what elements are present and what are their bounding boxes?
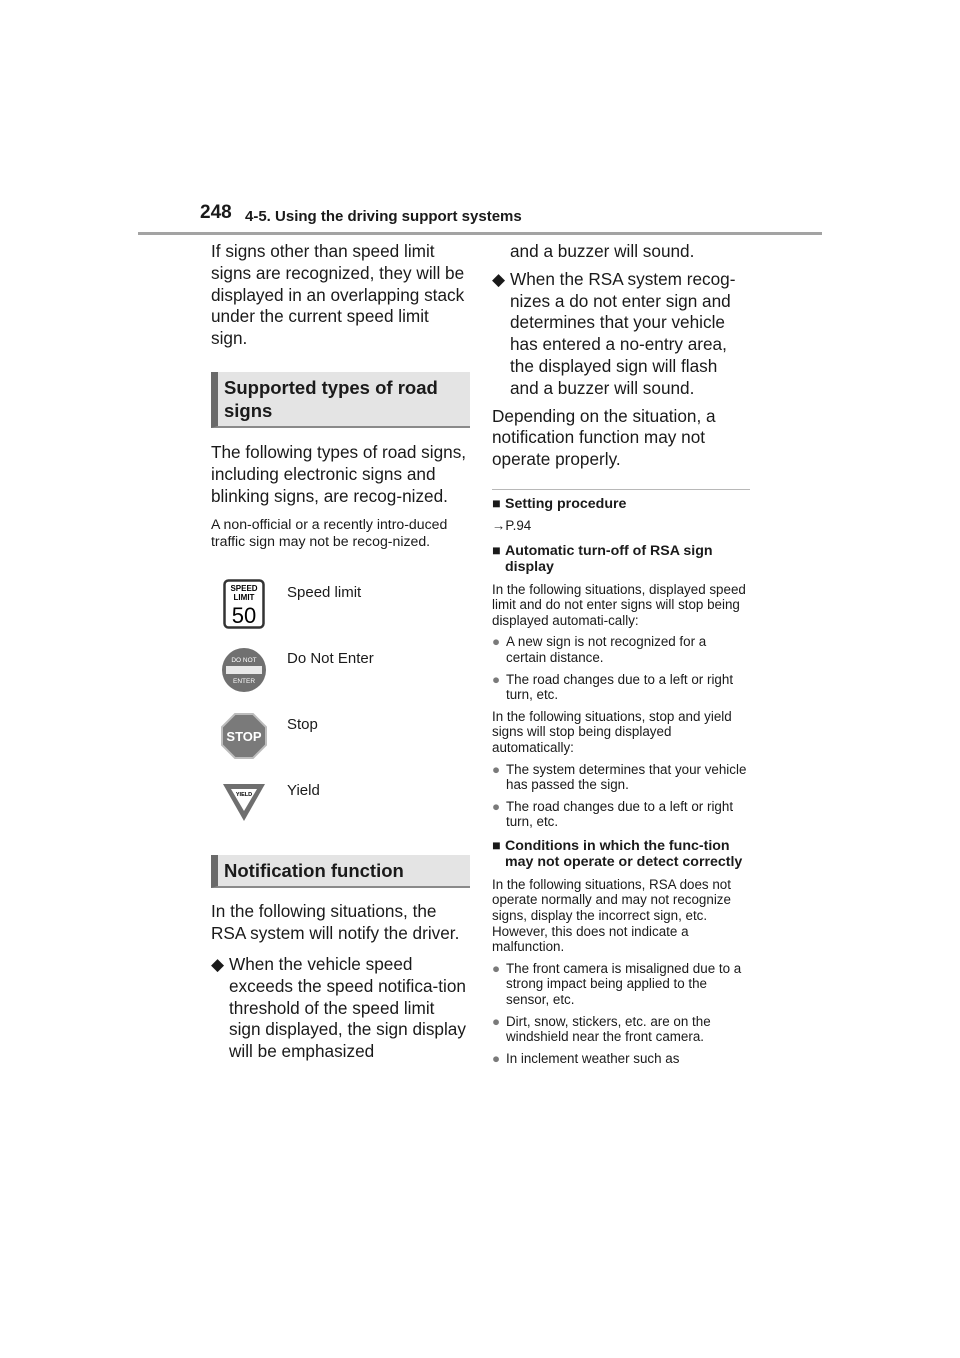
bullet-text: When the RSA system recog-nizes a do not enter sign and determines that your vehicle has entered a no-entry area, the displayed sign will flash and a buzzer will sound.	[510, 268, 736, 398]
list-item	[492, 1014, 750, 1045]
left-column	[211, 240, 469, 1063]
sign-label: Yield	[287, 782, 320, 800]
subheading-text: Setting procedure	[505, 495, 627, 512]
list-item-text: A new sign is not recognized for a certain distance.	[506, 634, 707, 665]
bullet-circle-icon: ●	[492, 1050, 501, 1066]
sign-row-speed-limit	[211, 579, 469, 645]
chapter-title: 4-5. Using the driving support systems	[245, 208, 522, 225]
bullet-circle-icon: ●	[492, 671, 501, 687]
stop-sign-icon	[219, 711, 269, 761]
section-heading-notification: Notification function	[211, 855, 470, 888]
speed-limit-glyph-num: 50	[231, 603, 257, 629]
sign-label: Stop	[287, 716, 318, 734]
subheading-setting-procedure	[492, 496, 750, 512]
notification-bullet-speed	[211, 954, 469, 1063]
bullet-text: When the vehicle speed exceeds the speed notifica-tion threshold of the speed limit sign displayed, the sign display will be emphasized	[229, 953, 466, 1062]
section-heading-supported-signs: Supported types of road signs	[211, 372, 470, 428]
bullet-diamond-icon: ◆	[492, 268, 506, 289]
setting-procedure-ref	[492, 518, 750, 534]
section-divider	[492, 489, 750, 490]
list-item	[492, 634, 750, 665]
yield-sign-icon	[219, 777, 269, 827]
list-item-text: The system determines that your vehicle has passed the sign.	[506, 761, 747, 793]
auto-turn-off-intro-2: In the following situations, stop and yield signs will stop being displayed automatically:	[492, 708, 732, 755]
list-item-text: The road changes due to a left or right turn, etc.	[506, 798, 734, 830]
intro-paragraph: If signs other than speed limit signs are recognized, they will be displayed in an overlapping stack under the current speed limit sign.	[211, 241, 465, 349]
supported-signs-note: A non-official or a recently intro-duced traffic sign may not be recog-nized.	[211, 516, 448, 549]
bullet-diamond-icon: ◆	[211, 953, 225, 974]
square-bullet-icon: ■	[492, 542, 501, 559]
stop-glyph: STOP	[226, 729, 262, 745]
notification-caveat: Depending on the situation, a notification function may not operate properly.	[492, 405, 716, 470]
conditions-intro: In the following situations, RSA does not operate normally and may not recognize signs, display the incorrect sign, etc. However, this does not indicate a malfunction.	[492, 876, 731, 955]
list-item	[492, 1051, 750, 1067]
list-item	[492, 799, 750, 830]
notification-bullet-no-entry	[492, 269, 750, 400]
list-item	[492, 672, 750, 703]
list-item-text: The road changes due to a left or right turn, etc.	[506, 671, 734, 703]
list-item-text: In inclement weather such as	[506, 1050, 680, 1066]
bullet-circle-icon: ●	[492, 634, 501, 650]
speed-limit-glyph-top: SPEED	[230, 584, 258, 594]
page-reference-link[interactable]: P.94	[505, 517, 532, 533]
subheading-auto-turn-off	[492, 543, 750, 575]
subheading-conditions	[492, 838, 750, 870]
yield-glyph: YIELD	[235, 792, 253, 799]
bullet-circle-icon: ●	[492, 1013, 501, 1029]
sign-row-do-not-enter	[211, 645, 469, 711]
bullet-circle-icon: ●	[492, 761, 501, 777]
list-item-text: Dirt, snow, stickers, etc. are on the windshield near the front camera.	[506, 1013, 711, 1045]
notification-paragraph: In the following situations, the RSA system will notify the driver.	[211, 901, 460, 944]
right-column	[492, 240, 750, 1066]
subheading-text: Conditions in which the func-tion may not operate or detect correctly	[505, 837, 743, 870]
bullet-circle-icon: ●	[492, 798, 501, 814]
subheading-text: Automatic turn-off of RSA sign display	[505, 542, 713, 575]
square-bullet-icon: ■	[492, 837, 501, 854]
speed-limit-glyph-mid: LIMIT	[233, 593, 255, 603]
sign-list	[211, 579, 469, 843]
sign-row-yield	[211, 777, 469, 843]
speed-limit-sign-icon	[219, 579, 269, 629]
do-not-enter-glyph-top: DO NOT	[231, 657, 257, 665]
do-not-enter-glyph-bottom: ENTER	[232, 678, 256, 686]
sign-label: Do Not Enter	[287, 650, 374, 668]
arrow-right-icon: →	[492, 517, 506, 533]
bullet-circle-icon: ●	[492, 960, 501, 976]
do-not-enter-sign-icon	[219, 645, 269, 695]
auto-turn-off-intro: In the following situations, displayed speed limit and do not enter signs will stop being displayed automati-cally:	[492, 581, 746, 628]
sign-label: Speed limit	[287, 584, 362, 602]
page-number: 248	[200, 202, 232, 223]
sign-row-stop	[211, 711, 469, 777]
list-item-text: The front camera is misaligned due to a strong impact being applied to the sensor, etc.	[506, 960, 742, 1008]
list-item	[492, 961, 750, 1008]
header-divider	[138, 232, 822, 235]
list-item	[492, 762, 750, 793]
square-bullet-icon: ■	[492, 495, 501, 512]
bullet-continuation: and a buzzer will sound.	[510, 241, 695, 261]
supported-signs-paragraph: The following types of road signs, including electronic signs and blinking signs, are recog-nized.	[211, 441, 467, 506]
